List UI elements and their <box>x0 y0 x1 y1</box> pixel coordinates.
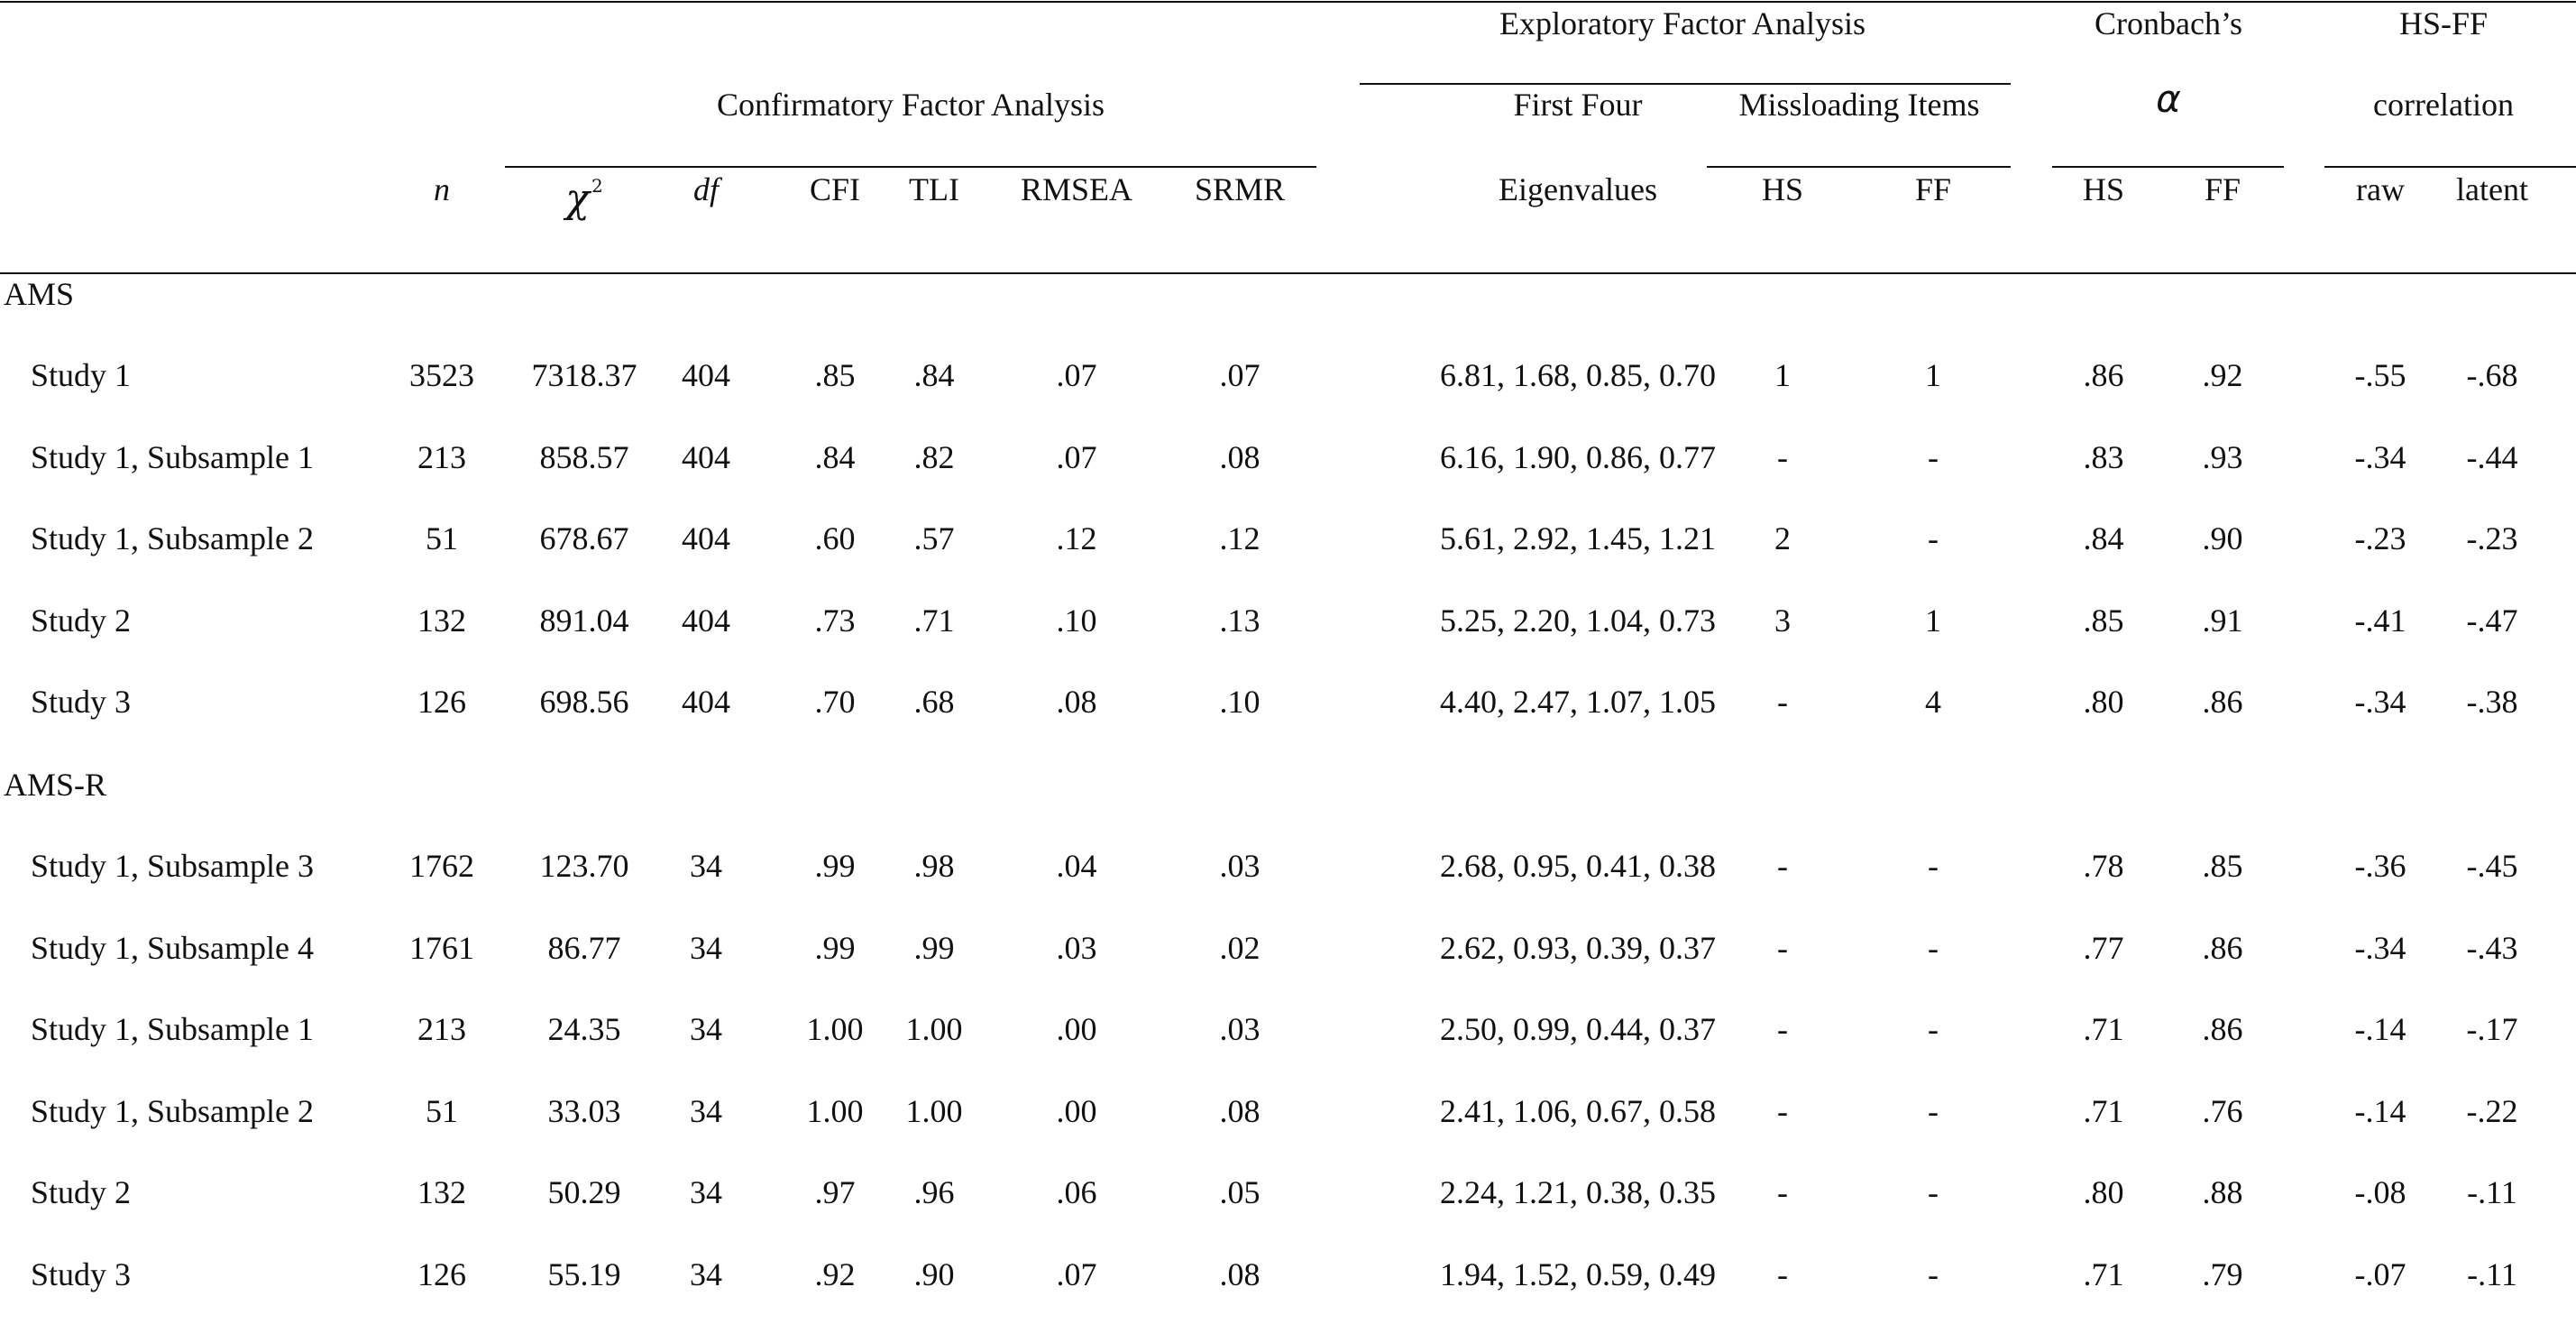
table-cell-chi-square: 50.29 <box>547 1174 621 1210</box>
table-cell-chi-square: 891.04 <box>539 602 629 639</box>
table-cell-miss-hs: - <box>1777 848 1788 884</box>
table-cell-corr-raw: -.14 <box>2354 1011 2406 1047</box>
table-cell-df: 404 <box>682 602 730 639</box>
table-cell-n: 51 <box>426 520 458 556</box>
table-cell-label: Study 1, Subsample 2 <box>31 1092 315 1129</box>
table-cell-label: Study 2 <box>31 1174 132 1210</box>
table-cell-miss-ff: - <box>1928 1092 1939 1129</box>
table-cell-miss-hs: - <box>1777 1255 1788 1292</box>
table-cell-tli: .98 <box>913 848 955 884</box>
table-cell-alpha-ff: .91 <box>2202 602 2243 639</box>
table-cell-alpha-hs: .84 <box>2083 520 2124 556</box>
table-cell-alpha-hs: .80 <box>2083 1174 2124 1210</box>
table-cell-alpha-ff: .86 <box>2202 684 2243 720</box>
table-cell-cfi: .97 <box>814 1174 856 1210</box>
table-cell-cfi: .85 <box>814 357 856 393</box>
table-cell-srmr: .10 <box>1219 684 1260 720</box>
table-cell-tli: .68 <box>913 684 955 720</box>
table-cell-n: 126 <box>417 1255 466 1292</box>
table-cell-miss-ff: 4 <box>1925 684 1941 720</box>
first-four-header-line2: Eigenvalues <box>1499 171 1657 207</box>
table-cell-n: 1761 <box>409 929 474 966</box>
table-cell-srmr: .02 <box>1219 929 1260 966</box>
table-cell-tli: 1.00 <box>905 1011 963 1047</box>
correlation-group-header-line2: correlation <box>2373 87 2514 123</box>
table-cell-corr-raw: -.34 <box>2354 684 2406 720</box>
cronbach-underline <box>2052 166 2284 168</box>
table-cell-cfi: .99 <box>814 848 856 884</box>
table-cell-miss-hs: - <box>1777 1174 1788 1210</box>
table-cell-label: Study 1, Subsample 3 <box>31 848 315 884</box>
table-cell-rmsea: .00 <box>1056 1011 1097 1047</box>
table-cell-cfi: .70 <box>814 684 856 720</box>
table-cell-tli: .99 <box>913 929 955 966</box>
table-cell-tli: .82 <box>913 438 955 475</box>
table-cell-label: Study 1, Subsample 4 <box>31 929 315 966</box>
table-cell-alpha-ff: .88 <box>2202 1174 2243 1210</box>
table-cell-alpha-ff: .79 <box>2202 1255 2243 1292</box>
table-cell-corr-latent: -.38 <box>2466 684 2518 720</box>
table-cell-chi-square: 7318.37 <box>531 357 637 393</box>
table-cell-df: 404 <box>682 520 730 556</box>
table-cell-srmr: .08 <box>1219 1092 1260 1129</box>
table-cell-tli: 1.00 <box>905 1092 963 1129</box>
section-label: AMS-R <box>4 767 107 803</box>
table-cell-alpha-ff: .86 <box>2202 929 2243 966</box>
table-cell-srmr: .12 <box>1219 520 1260 556</box>
table-cell-df: 404 <box>682 684 730 720</box>
cfa-underline <box>505 166 1316 168</box>
table-cell-corr-latent: -.44 <box>2466 438 2518 475</box>
correlation-group-header-line1: HS-FF <box>2398 5 2489 41</box>
table-cell-df: 34 <box>690 848 722 884</box>
table-cell-eigenvalues: 2.62, 0.93, 0.39, 0.37 <box>1440 929 1716 966</box>
table-cell-alpha-ff: .93 <box>2202 438 2243 475</box>
table-cell-miss-ff: 1 <box>1925 602 1941 639</box>
table-cell-cfi: .73 <box>814 602 856 639</box>
table-cell-df: 404 <box>682 357 730 393</box>
table-cell-df: 34 <box>690 929 722 966</box>
table-cell-alpha-hs: .85 <box>2083 602 2124 639</box>
alpha-symbol: α <box>2156 77 2181 121</box>
table-cell-label: Study 1, Subsample 1 <box>31 438 315 475</box>
table-cell-df: 404 <box>682 438 730 475</box>
table-cell-chi-square: 33.03 <box>547 1092 621 1129</box>
col-header-df: df <box>692 171 720 207</box>
section-label: AMS <box>4 276 75 312</box>
table-cell-rmsea: .03 <box>1056 929 1097 966</box>
table-cell-miss-ff: - <box>1928 1255 1939 1292</box>
table-cell-corr-latent: -.23 <box>2466 520 2518 556</box>
table-cell-tli: .96 <box>913 1174 955 1210</box>
col-header-latent: latent <box>2456 171 2528 207</box>
table-cell-srmr: .03 <box>1219 1011 1260 1047</box>
table-cell-cfi: .60 <box>814 520 856 556</box>
table-cell-miss-hs: 2 <box>1774 520 1791 556</box>
table-cell-srmr: .07 <box>1219 357 1260 393</box>
table-cell-n: 132 <box>417 1174 466 1210</box>
table-cell-eigenvalues: 5.25, 2.20, 1.04, 0.73 <box>1440 602 1716 639</box>
col-header-alpha-hs: HS <box>2082 171 2125 207</box>
table-cell-rmsea: .10 <box>1056 602 1097 639</box>
first-four-header-line1: First Four <box>1513 87 1643 123</box>
table-cell-label: Study 3 <box>31 684 132 720</box>
table-cell-corr-latent: -.11 <box>2467 1255 2517 1292</box>
table-cell-corr-raw: -.34 <box>2354 438 2406 475</box>
table-cell-corr-raw: -.41 <box>2354 602 2406 639</box>
table-cell-tli: .71 <box>913 602 955 639</box>
table-cell-corr-raw: -.36 <box>2354 848 2406 884</box>
table-cell-alpha-hs: .83 <box>2083 438 2124 475</box>
table-cell-df: 34 <box>690 1255 722 1292</box>
table-cell-corr-latent: -.11 <box>2467 1174 2517 1210</box>
table-cell-miss-ff: - <box>1928 929 1939 966</box>
table-cell-eigenvalues: 4.40, 2.47, 1.07, 1.05 <box>1440 684 1716 720</box>
table-cell-chi-square: 123.70 <box>539 848 629 884</box>
table-cell-rmsea: .12 <box>1056 520 1097 556</box>
col-header-miss-ff: FF <box>1914 171 1952 207</box>
table-cell-miss-hs: - <box>1777 438 1788 475</box>
table-cell-label: Study 1 <box>31 357 132 393</box>
table-cell-n: 126 <box>417 684 466 720</box>
table-cell-miss-hs: - <box>1777 929 1788 966</box>
table-cell-eigenvalues: 2.68, 0.95, 0.41, 0.38 <box>1440 848 1716 884</box>
table-cell-n: 213 <box>417 438 466 475</box>
correlation-underline <box>2324 166 2576 168</box>
table-cell-corr-latent: -.17 <box>2466 1011 2518 1047</box>
table-cell-eigenvalues: 2.24, 1.21, 0.38, 0.35 <box>1440 1174 1716 1210</box>
table-cell-miss-hs: 3 <box>1774 602 1791 639</box>
table-cell-n: 132 <box>417 602 466 639</box>
top-rule <box>0 1 2576 3</box>
table-cell-eigenvalues: 2.50, 0.99, 0.44, 0.37 <box>1440 1011 1716 1047</box>
table-cell-corr-raw: -.55 <box>2354 357 2406 393</box>
table-cell-label: Study 1, Subsample 1 <box>31 1011 315 1047</box>
table-cell-cfi: .99 <box>814 929 856 966</box>
table-cell-cfi: .84 <box>814 438 856 475</box>
table-cell-n: 1762 <box>409 848 474 884</box>
cronbach-group-header: Cronbach’s <box>2095 5 2242 41</box>
table-cell-rmsea: .07 <box>1056 438 1097 475</box>
table-cell-eigenvalues: 6.16, 1.90, 0.86, 0.77 <box>1440 438 1716 475</box>
table-cell-corr-latent: -.22 <box>2466 1092 2518 1129</box>
table-cell-alpha-ff: .76 <box>2202 1092 2243 1129</box>
table-cell-eigenvalues: 6.81, 1.68, 0.85, 0.70 <box>1440 357 1716 393</box>
table-cell-miss-hs: 1 <box>1774 357 1791 393</box>
table-cell-corr-raw: -.14 <box>2354 1092 2406 1129</box>
table-cell-chi-square: 86.77 <box>547 929 621 966</box>
table-cell-alpha-ff: .86 <box>2202 1011 2243 1047</box>
table-cell-miss-hs: - <box>1777 1092 1788 1129</box>
chi-superscript: 2 <box>591 175 603 197</box>
col-header-raw: raw <box>2356 171 2405 207</box>
table-cell-rmsea: .07 <box>1056 357 1097 393</box>
table-cell-cfi: .92 <box>814 1255 856 1292</box>
table-cell-miss-ff: - <box>1928 520 1939 556</box>
table-cell-corr-latent: -.45 <box>2466 848 2518 884</box>
cfa-group-header: Confirmatory Factor Analysis <box>717 87 1105 123</box>
table-cell-label: Study 1, Subsample 2 <box>31 520 315 556</box>
col-header-n: n <box>434 171 450 207</box>
table-cell-eigenvalues: 5.61, 2.92, 1.45, 1.21 <box>1440 520 1716 556</box>
table-cell-rmsea: .07 <box>1056 1255 1097 1292</box>
table-cell-n: 3523 <box>409 357 474 393</box>
col-header-srmr: SRMR <box>1194 171 1286 207</box>
col-header-alpha-ff: FF <box>2204 171 2241 207</box>
table-cell-chi-square: 55.19 <box>547 1255 621 1292</box>
header-bottom-rule <box>0 272 2576 274</box>
table-cell-tli: .57 <box>913 520 955 556</box>
table-cell-rmsea: .00 <box>1056 1092 1097 1129</box>
table-cell-chi-square: 698.56 <box>539 684 629 720</box>
table-cell-miss-hs: - <box>1777 684 1788 720</box>
table-cell-df: 34 <box>690 1011 722 1047</box>
table-cell-alpha-hs: .86 <box>2083 357 2124 393</box>
table-cell-rmsea: .04 <box>1056 848 1097 884</box>
table-cell-corr-raw: -.23 <box>2354 520 2406 556</box>
efa-group-header: Exploratory Factor Analysis <box>1499 5 1866 41</box>
table-cell-df: 34 <box>690 1174 722 1210</box>
table-cell-cfi: 1.00 <box>806 1092 864 1129</box>
table-cell-chi-square: 24.35 <box>547 1011 621 1047</box>
table-cell-chi-square: 858.57 <box>539 438 629 475</box>
table-cell-label: Study 2 <box>31 602 132 639</box>
table-cell-rmsea: .08 <box>1056 684 1097 720</box>
missloading-header: Missloading Items <box>1738 87 1980 123</box>
table-cell-chi-square: 678.67 <box>539 520 629 556</box>
table-cell-srmr: .08 <box>1219 1255 1260 1292</box>
chi-symbol: χ <box>565 176 590 222</box>
table-cell-alpha-hs: .71 <box>2083 1011 2124 1047</box>
table-cell-miss-hs: - <box>1777 1011 1788 1047</box>
col-header-miss-hs: HS <box>1761 171 1804 207</box>
table-cell-alpha-ff: .90 <box>2202 520 2243 556</box>
table-cell-miss-ff: - <box>1928 1011 1939 1047</box>
table-cell-eigenvalues: 1.94, 1.52, 0.59, 0.49 <box>1440 1255 1716 1292</box>
table-cell-miss-ff: - <box>1928 438 1939 475</box>
table-cell-srmr: .03 <box>1219 848 1260 884</box>
table-cell-corr-latent: -.43 <box>2466 929 2518 966</box>
table-cell-cfi: 1.00 <box>806 1011 864 1047</box>
table-cell-corr-raw: -.08 <box>2354 1174 2406 1210</box>
table-cell-srmr: .13 <box>1219 602 1260 639</box>
col-header-cfi: CFI <box>809 171 861 207</box>
table-cell-n: 213 <box>417 1011 466 1047</box>
table-cell-alpha-hs: .71 <box>2083 1092 2124 1129</box>
table-cell-corr-latent: -.47 <box>2466 602 2518 639</box>
col-header-tli: TLI <box>909 171 959 207</box>
table-cell-srmr: .08 <box>1219 438 1260 475</box>
col-header-rmsea: RMSEA <box>1020 171 1133 207</box>
table-cell-df: 34 <box>690 1092 722 1129</box>
table-cell-n: 51 <box>426 1092 458 1129</box>
table-cell-alpha-hs: .78 <box>2083 848 2124 884</box>
table-cell-miss-ff: - <box>1928 848 1939 884</box>
table-cell-alpha-ff: .85 <box>2202 848 2243 884</box>
table-cell-miss-ff: 1 <box>1925 357 1941 393</box>
table-cell-alpha-hs: .71 <box>2083 1255 2124 1292</box>
table-cell-corr-raw: -.07 <box>2354 1255 2406 1292</box>
table-cell-miss-ff: - <box>1928 1174 1939 1210</box>
table-cell-tli: .84 <box>913 357 955 393</box>
table-cell-rmsea: .06 <box>1056 1174 1097 1210</box>
table-cell-srmr: .05 <box>1219 1174 1260 1210</box>
table-cell-alpha-hs: .77 <box>2083 929 2124 966</box>
col-header-chi-square <box>565 166 603 222</box>
table-cell-corr-raw: -.34 <box>2354 929 2406 966</box>
table-cell-tli: .90 <box>913 1255 955 1292</box>
table-cell-eigenvalues: 2.41, 1.06, 0.67, 0.58 <box>1440 1092 1716 1129</box>
missloading-underline <box>1707 166 2011 168</box>
table-cell-alpha-hs: .80 <box>2083 684 2124 720</box>
table-cell-alpha-ff: .92 <box>2202 357 2243 393</box>
table-cell-corr-latent: -.68 <box>2466 357 2518 393</box>
table-cell-label: Study 3 <box>31 1255 132 1292</box>
